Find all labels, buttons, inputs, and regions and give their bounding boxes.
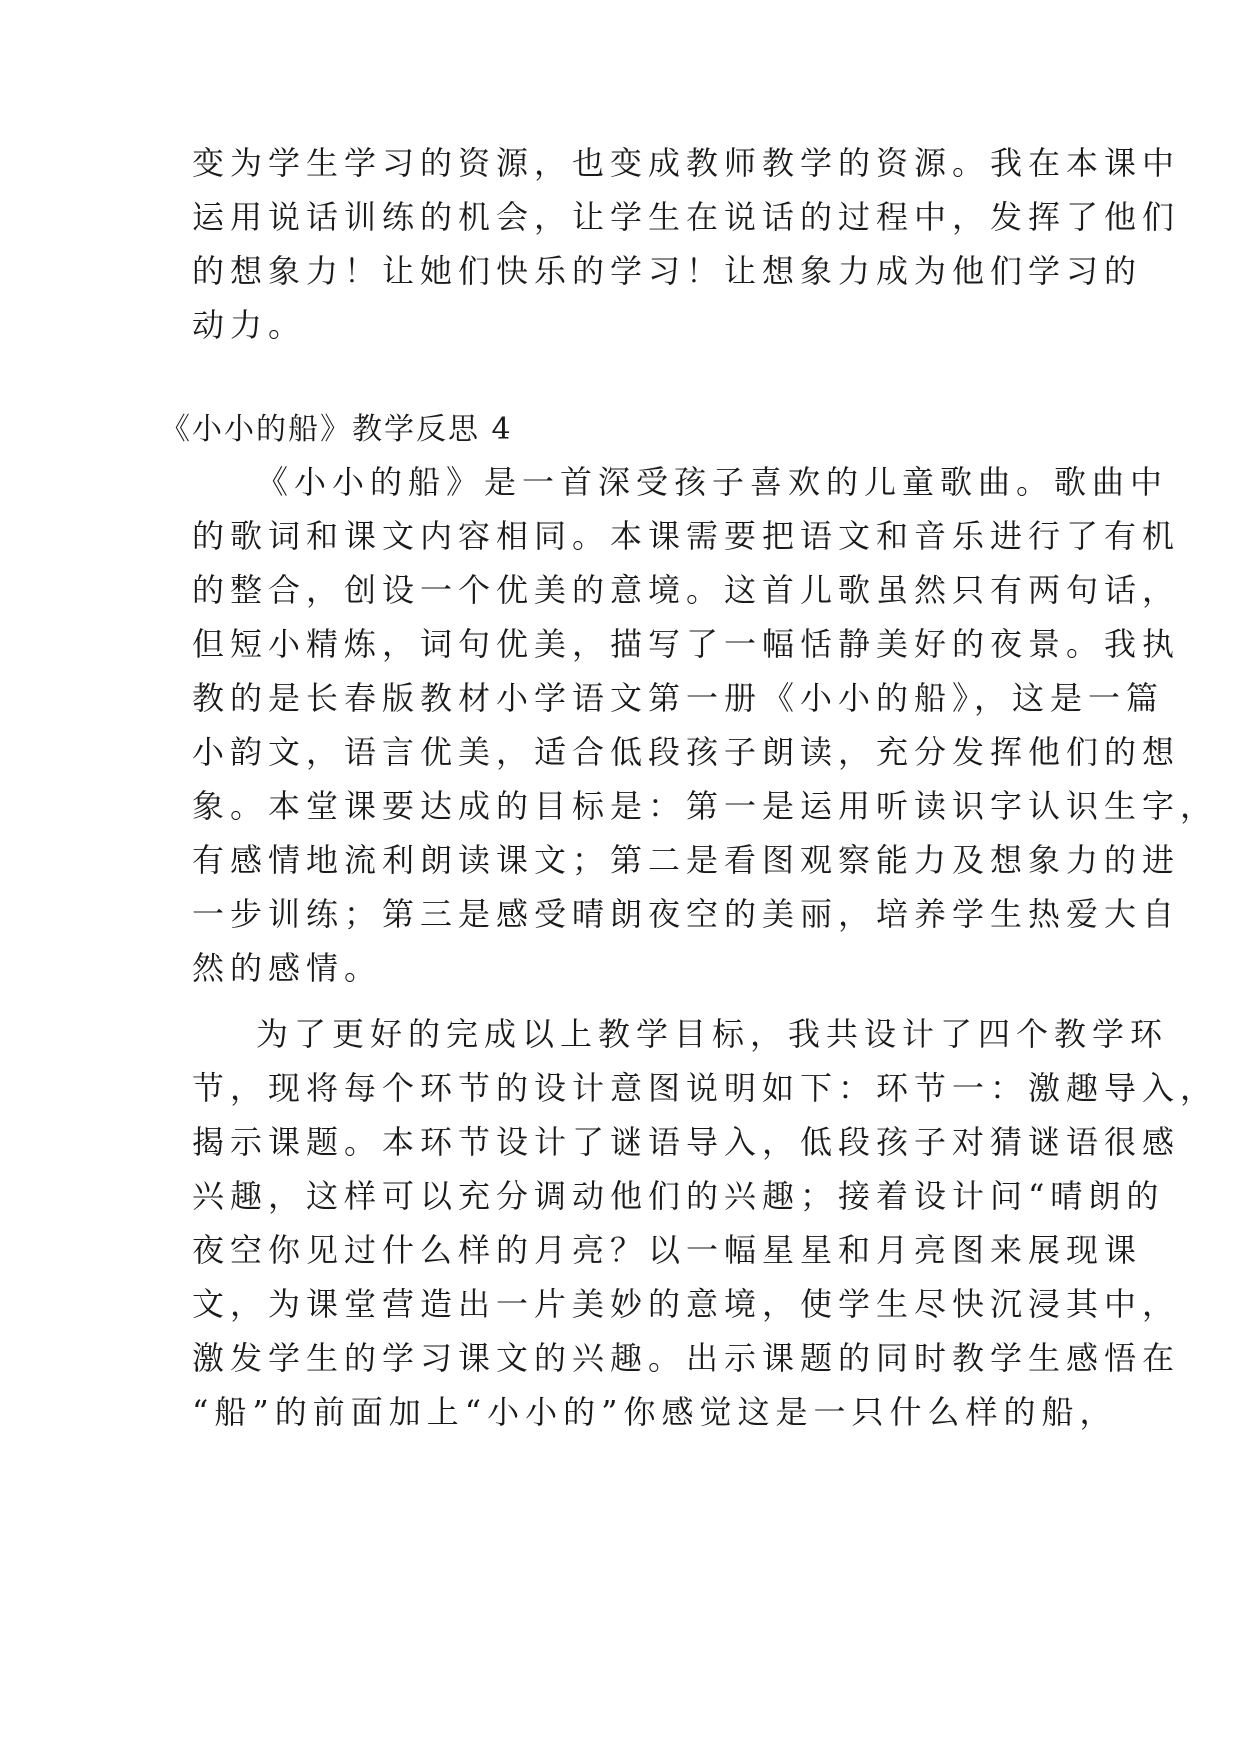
paragraph-line: 文，为课堂营造出一片美妙的意境，使学生尽快沉浸其中， — [192, 1285, 1181, 1323]
paragraph-line: 有感情地流利朗读课文；第二是看图观察能力及想象力的进 — [192, 841, 1181, 879]
paragraph-line: 的想象力！让她们快乐的学习！让想象力成为他们学习的 — [192, 252, 1143, 290]
paragraph-line: 《小小的船》是一首深受孩子喜欢的儿童歌曲。歌曲中 — [256, 463, 1169, 501]
paragraph-line: 动力。 — [192, 306, 307, 344]
paragraph-line: 然的感情。 — [192, 949, 383, 987]
paragraph-line: 一步训练；第三是感受晴朗夜空的美丽，培养学生热爱大自 — [192, 895, 1181, 933]
paragraph-line: 但短小精炼，词句优美，描写了一幅恬静美好的夜景。我执 — [192, 625, 1181, 663]
paragraph-line: 运用说话训练的机会，让学生在说话的过程中，发挥了他们 — [192, 198, 1181, 236]
section-title: 《小小的船》教学反思 4 — [160, 412, 513, 447]
paragraph-line: “船”的前面加上“小小的”你感觉这是一只什么样的船， — [192, 1393, 1118, 1431]
paragraph-line: 小韵文，语言优美，适合低段孩子朗读，充分发挥他们的想 — [192, 733, 1181, 771]
paragraph-line: 节，现将每个环节的设计意图说明如下：环节一：激趣导入， — [192, 1069, 1219, 1107]
paragraph-line: 激发学生的学习课文的兴趣。出示课题的同时教学生感悟在 — [192, 1339, 1181, 1377]
paragraph-line: 为了更好的完成以上教学目标，我共设计了四个教学环 — [256, 1015, 1169, 1053]
paragraph-line: 夜空你见过什么样的月亮？以一幅星星和月亮图来展现课 — [192, 1231, 1143, 1269]
paragraph-line: 的歌词和课文内容相同。本课需要把语文和音乐进行了有机 — [192, 517, 1181, 555]
paragraph-line: 教的是长春版教材小学语文第一册《小小的船》，这是一篇 — [192, 679, 1165, 717]
paragraph-line: 的整合，创设一个优美的意境。这首儿歌虽然只有两句话， — [192, 571, 1181, 609]
paragraph-line: 揭示课题。本环节设计了谜语导入，低段孩子对猜谜语很感 — [192, 1123, 1181, 1161]
paragraph-line: 变为学生学习的资源，也变成教师教学的资源。我在本课中 — [192, 144, 1181, 182]
paragraph-line: 兴趣，这样可以充分调动他们的兴趣；接着设计问“晴朗的 — [192, 1177, 1165, 1215]
paragraph-line: 象。本堂课要达成的目标是：第一是运用听读识字认识生字， — [192, 787, 1219, 825]
